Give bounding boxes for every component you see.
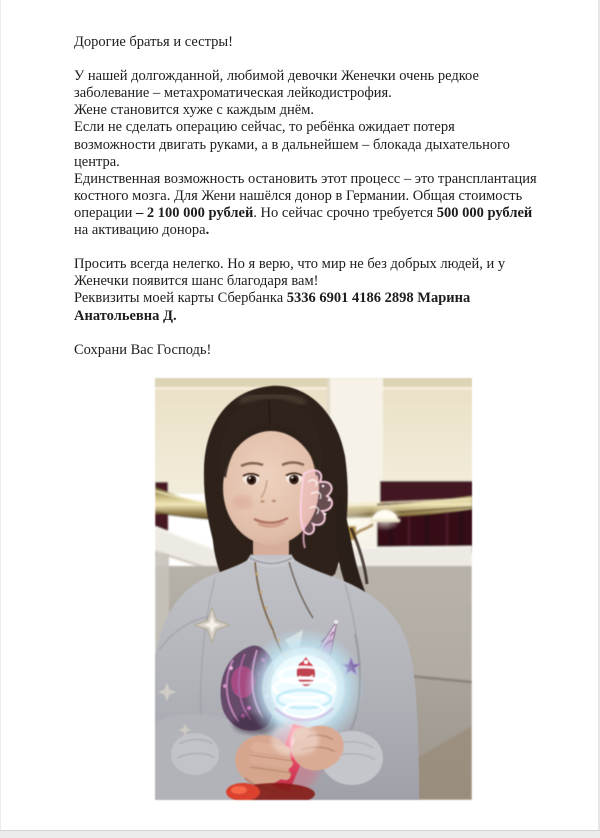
- text-line: У нашей долгожданной, любимой девочки Женечки очень редкое: [74, 68, 479, 85]
- text-line: Если не сделать операцию сейчас, то ребёнка ожидает потеря: [74, 119, 455, 136]
- text-line: центра.: [74, 153, 120, 170]
- text-line: операции – 2 100 000 рублей. Но сейчас срочно требуется 500 000 рублей: [74, 204, 533, 221]
- photo-of-girl: [155, 378, 472, 800]
- text-line: Дорогие братья и сестры!: [74, 34, 233, 50]
- text-line: Анатольевна Д.: [74, 307, 177, 324]
- text-line: Жене становится хуже с каждым днём.: [74, 102, 315, 119]
- text-line: возможности двигать руками, а в дальнейшем – блокада дыхательного: [74, 136, 510, 153]
- text-line: Единственная возможность остановить этот процесс – это трансплантация: [74, 170, 537, 187]
- blank-line: [74, 239, 574, 256]
- blank-line: [74, 325, 574, 342]
- text-line: Реквизиты моей карты Сбербанка 5336 6901 4186 2898 Марина: [74, 290, 471, 307]
- text-line: на активацию донора.: [74, 222, 210, 239]
- blank-line: [74, 51, 574, 68]
- text-line: Женечки появится шанс благодаря вам!: [74, 273, 319, 290]
- photo-illustration: [155, 378, 472, 800]
- page-left-edge: [0, 0, 1, 831]
- page-bottom-edge: [0, 830, 600, 838]
- text-line: костного мозга. Для Жени нашёлся донор в Германии. Общая стоимость: [74, 187, 523, 204]
- text-line: Сохрани Вас Господь!: [74, 341, 212, 358]
- text-line: заболевание – метахроматическая лейкодистрофия.: [74, 85, 392, 102]
- document-text: [74, 34, 574, 359]
- text-line: Просить всегда нелегко. Но я верю, что мир не без добрых людей, и у: [74, 256, 506, 273]
